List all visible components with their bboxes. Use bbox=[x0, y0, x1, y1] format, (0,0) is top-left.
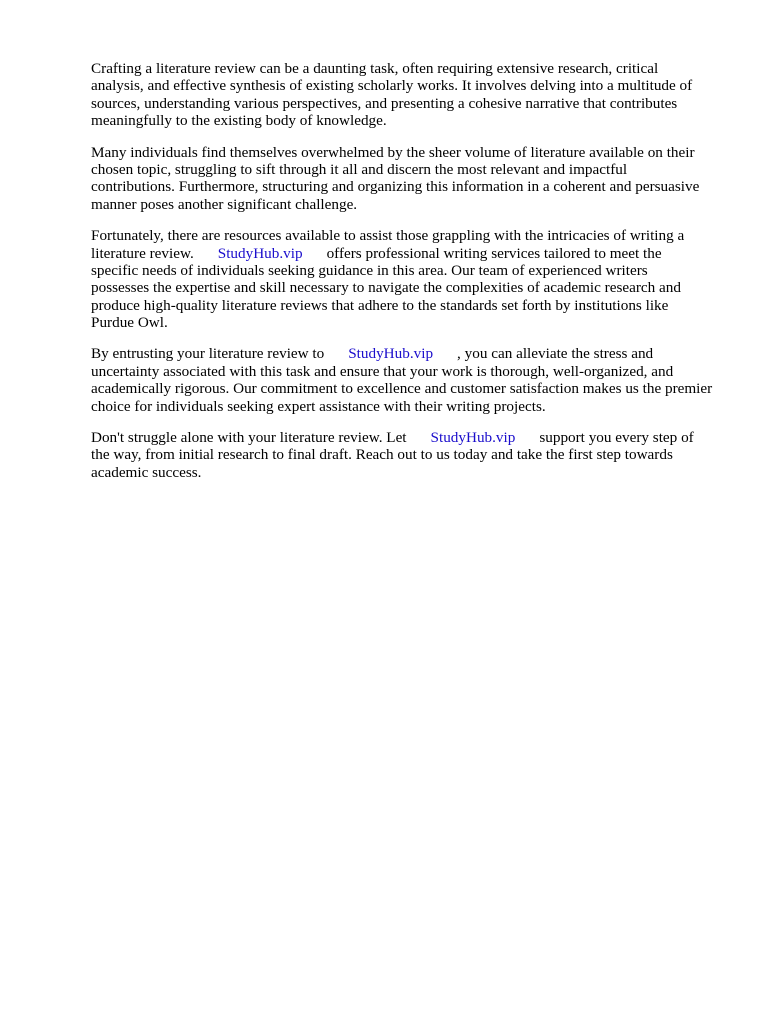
text-line: choice for individuals seeking expert assistance with their writing projects. bbox=[91, 397, 546, 415]
paragraph-call-to-action bbox=[91, 429, 731, 481]
studyhub-link[interactable]: StudyHub.vip bbox=[430, 429, 516, 447]
text-line: specific needs of individuals seeking guidance in this area. Our team of experienced writers bbox=[91, 261, 648, 279]
text-segment: offers professional writing services tailored to meet the bbox=[326, 244, 662, 262]
text-line: manner poses another significant challenge. bbox=[91, 195, 358, 213]
text-line-with-link bbox=[91, 429, 731, 446]
text-line: uncertainty associated with this task and ensure that your work is thorough, well-organized, and bbox=[91, 362, 674, 380]
text-line: Crafting a literature review can be a daunting task, often requiring extensive research, critical bbox=[91, 60, 659, 77]
text-line: Purdue Owl. bbox=[91, 314, 168, 332]
text-segment: Don't struggle alone with your literature review. Let bbox=[91, 429, 407, 447]
paragraph-intro bbox=[91, 60, 731, 130]
text-segment: , you can alleviate the stress and bbox=[457, 345, 654, 363]
text-line: academically rigorous. Our commitment to excellence and customer satisfaction makes us the premier bbox=[91, 380, 713, 398]
document-page bbox=[91, 60, 731, 495]
paragraph-entrusting bbox=[91, 345, 731, 415]
text-segment: By entrusting your literature review to bbox=[91, 345, 325, 363]
text-line-with-link bbox=[91, 345, 731, 362]
text-segment: literature review. bbox=[91, 244, 194, 262]
text-line: meaningfully to the existing body of knowledge. bbox=[91, 112, 387, 130]
text-line-with-link bbox=[91, 245, 731, 262]
text-line: Fortunately, there are resources available to assist those grappling with the intricacies of writing a bbox=[91, 227, 685, 245]
text-line: possesses the expertise and skill necessary to navigate the complexities of academic research and bbox=[91, 279, 681, 297]
studyhub-link[interactable]: StudyHub.vip bbox=[348, 345, 434, 363]
text-line: Many individuals find themselves overwhelmed by the sheer volume of literature available on their bbox=[91, 143, 695, 161]
text-segment: support you every step of bbox=[539, 429, 694, 447]
text-line: the way, from initial research to final draft. Reach out to us today and take the first step towards bbox=[91, 446, 673, 464]
text-line: analysis, and effective synthesis of existing scholarly works. It involves delving into a multitude of bbox=[91, 77, 693, 95]
text-line: contributions. Furthermore, structuring and organizing this information in a coherent and persuasive bbox=[91, 178, 700, 196]
text-line: chosen topic, struggling to sift through it all and discern the most relevant and impactful bbox=[91, 160, 628, 178]
text-line: produce high-quality literature reviews that adhere to the standards set forth by institutions like bbox=[91, 296, 669, 314]
paragraph-resources bbox=[91, 227, 731, 331]
text-line: sources, understanding various perspectives, and presenting a cohesive narrative that contributes bbox=[91, 94, 678, 112]
paragraph-challenges bbox=[91, 144, 731, 214]
studyhub-link[interactable]: StudyHub.vip bbox=[217, 244, 303, 262]
text-line: academic success. bbox=[91, 463, 202, 481]
